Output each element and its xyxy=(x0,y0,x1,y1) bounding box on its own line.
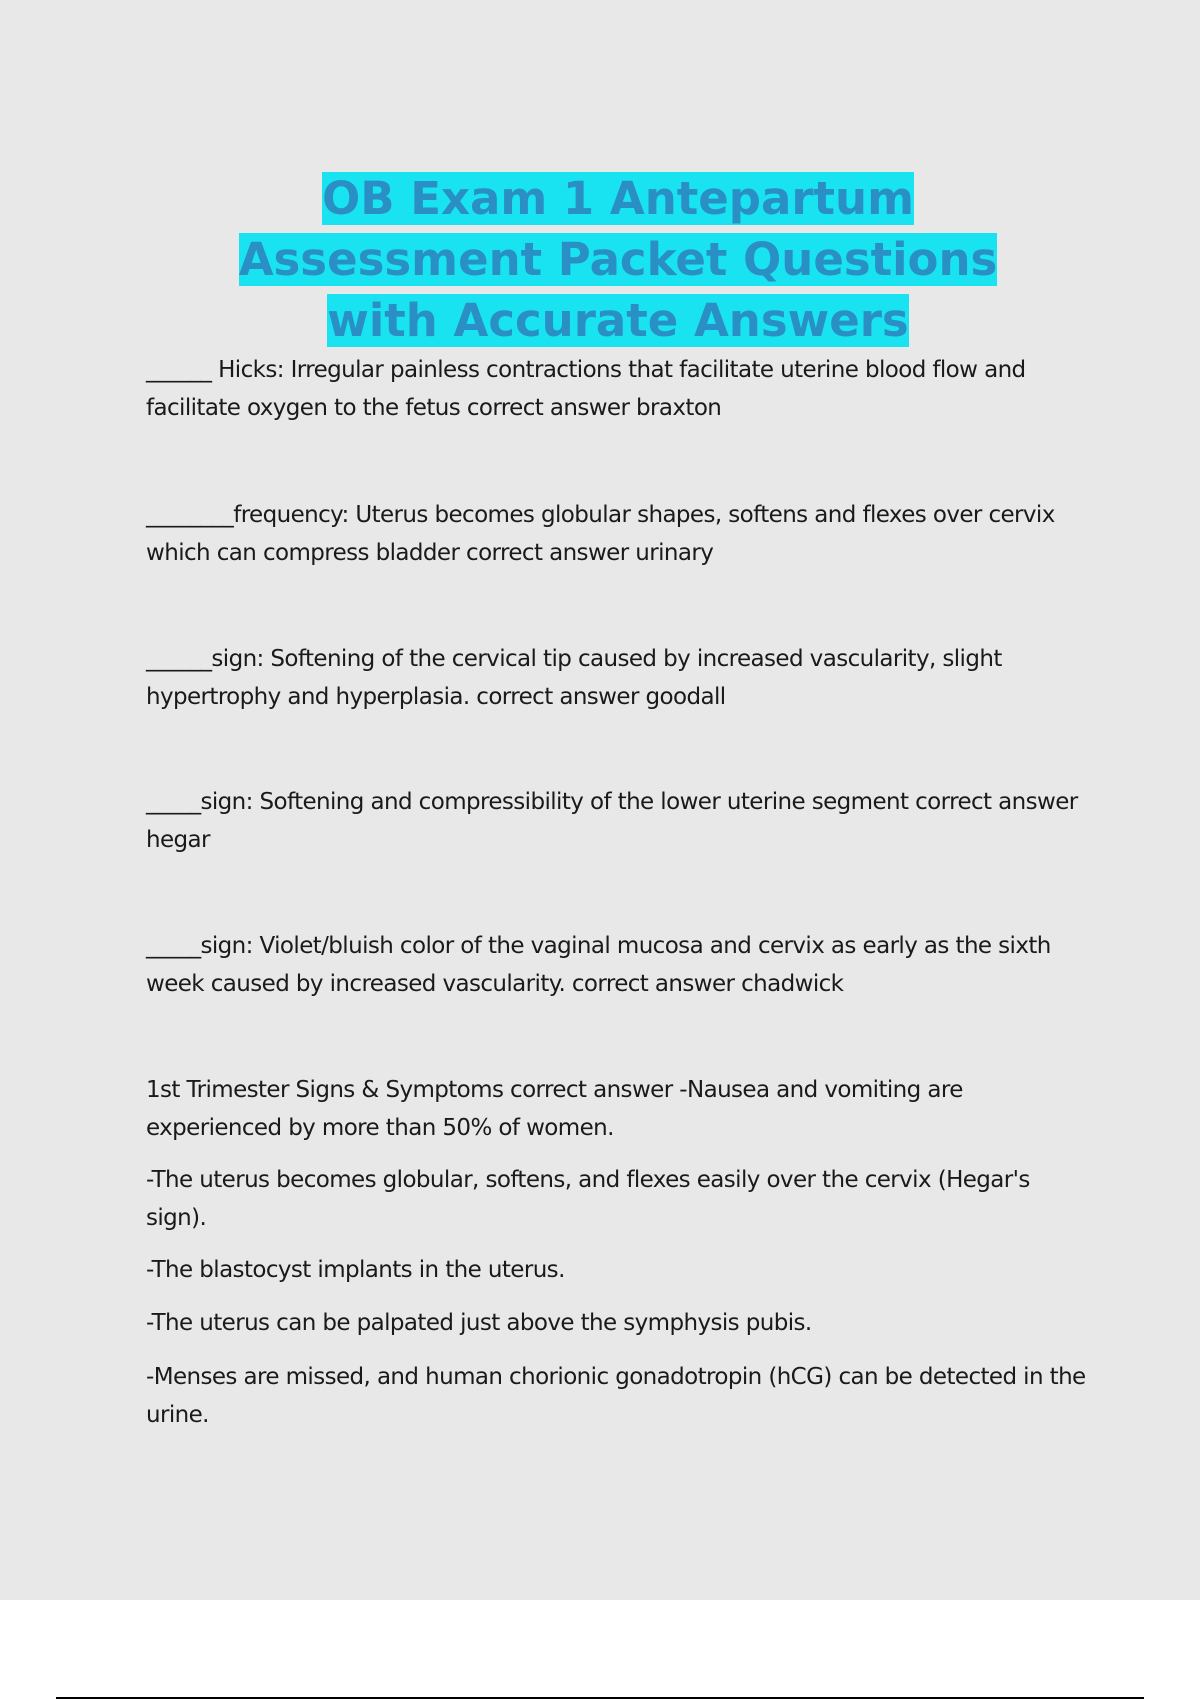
question-item xyxy=(146,927,1096,1003)
trimester-point xyxy=(146,1161,1096,1237)
footer-rule xyxy=(56,1697,1144,1699)
question-text: _____sign: Softening and compressibility of the lower uterine segment correct answer hegar xyxy=(146,789,1078,853)
trimester-point-text: -The uterus can be palpated just above the symphysis pubis. xyxy=(146,1310,812,1336)
trimester-intro xyxy=(146,1071,1096,1147)
trimester-point-text: -The uterus becomes globular, softens, and flexes easily over the cervix (Hegar's sign). xyxy=(146,1167,1030,1231)
question-item xyxy=(146,351,1096,427)
question-text: ______ Hicks: Irregular painless contractions that facilitate uterine blood flow and facilitate oxygen to the fetus correct answer braxton xyxy=(146,357,1026,421)
trimester-intro-text: 1st Trimester Signs & Symptoms correct answer -Nausea and vomiting are experienced by more than 50% of women. xyxy=(146,1077,963,1141)
question-text: ______sign: Softening of the cervical tip caused by increased vascularity, slight hypertrophy and hyperplasia. correct answer goodall xyxy=(146,646,1002,710)
question-text: _____sign: Violet/bluish color of the vaginal mucosa and cervix as early as the sixth week caused by increased vascularity. correct answer chadwick xyxy=(146,933,1051,997)
question-text: ________frequency: Uterus becomes globular shapes, softens and flexes over cervix which can compress bladder correct answer urinary xyxy=(146,502,1055,566)
title-line-1: OB Exam 1 Antepartum xyxy=(322,172,914,225)
question-item xyxy=(146,783,1096,859)
trimester-point xyxy=(146,1251,1096,1289)
trimester-point-text: -Menses are missed, and human chorionic gonadotropin (hCG) can be detected in the urine. xyxy=(146,1364,1086,1428)
title-line-2: Assessment Packet Questions xyxy=(238,233,998,286)
document-title xyxy=(0,168,1200,351)
question-item xyxy=(146,640,1096,716)
trimester-point xyxy=(146,1358,1096,1434)
title-line-3: with Accurate Answers xyxy=(327,294,909,347)
trimester-point xyxy=(146,1304,1096,1342)
trimester-point-text: -The blastocyst implants in the uterus. xyxy=(146,1257,565,1283)
question-item xyxy=(146,496,1096,572)
